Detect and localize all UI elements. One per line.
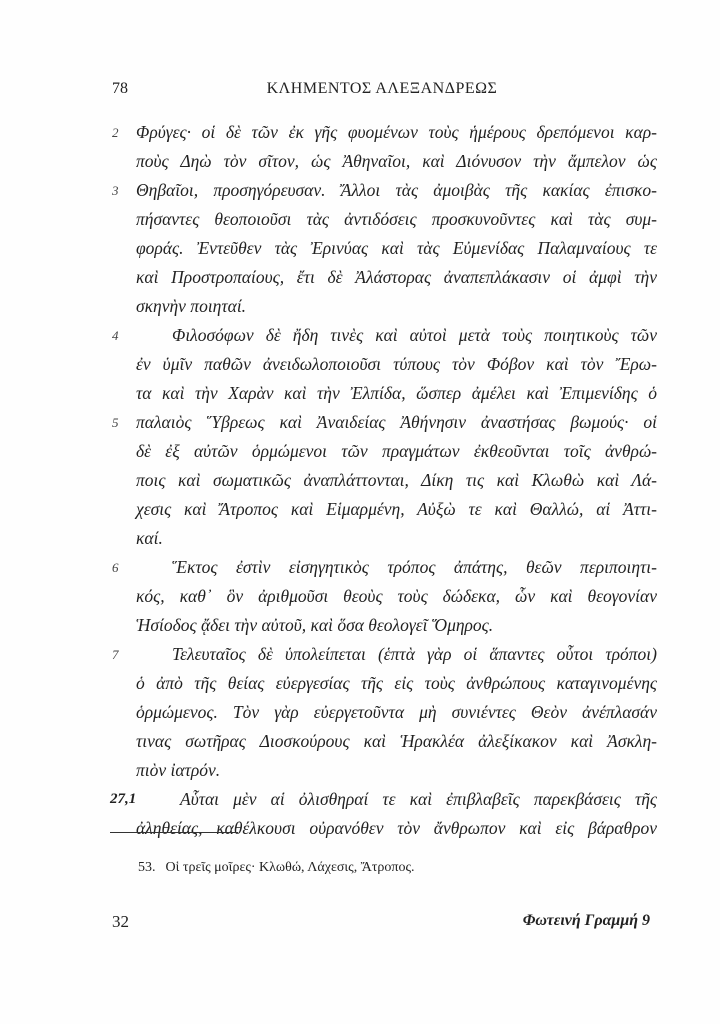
text-line: πιὸν ἰατρόν.	[136, 760, 221, 780]
text-line: ὁ ἀπὸ τῆς θείας εὐεργεσίας τῆς εἰς τοὺς ἀνθρώπους καταγινομένης	[136, 673, 657, 693]
text-line: 27,1 Αὗται μὲν αἱ ὀλισθηραί τε καὶ ἐπιβλαβεῖς παρεκβάσεις τῆς	[112, 785, 657, 814]
page-number: 78	[112, 80, 128, 97]
text-line: 6 Ἕκτος ἐστὶν εἰσηγητικὸς τρόπος ἀπάτης, θεῶν περιποιητι-	[112, 553, 657, 582]
journal-title: Φωτεινή Γραμμή 9	[522, 912, 650, 929]
body-text	[112, 118, 657, 843]
text-line: φοράς. Ἐντεῦθεν τὰς Ἐρινύας καὶ τὰς Εὐμενίδας Παλαμναίους τε	[136, 238, 657, 258]
running-title: ΚΛΗΜΕΝΤΟΣ ΑΛΕΞΑΝΔΡΕΩΣ	[266, 80, 498, 97]
footnote	[138, 860, 415, 876]
text-line: καὶ Προστροπαίους, ἔτι δὲ Ἀλάστορας ἀναπεπλάκασιν οἱ ἀμφὶ τὴν	[136, 267, 657, 287]
chapter-number: 27,1	[110, 791, 137, 807]
text-line: δὲ ἐξ αὐτῶν ὁρμώμενοι τῶν πραγμάτων ἐκθεοῦνται τοῖς ἀνθρώ-	[136, 441, 657, 461]
footnote-text: Οἱ τρεῖς μοῖρες· Κλωθώ, Λάχεσις, Ἄτροπος.	[165, 860, 415, 875]
section-number: 6	[112, 560, 119, 575]
text-line: ἀληθείας, καθέλκουσι οὐρανόθεν τὸν ἄνθρωπον καὶ εἰς βάραθρον	[136, 818, 657, 838]
folio: 32	[112, 912, 129, 931]
section-number: 3	[112, 183, 119, 198]
text-line: 3 Θηβαῖοι, προσηγόρευσαν. Ἄλλοι τὰς ἀμοιβὰς τῆς κακίας ἐπισκο-	[112, 176, 657, 205]
text-line: ποις καὶ σωματικῶς ἀναπλάττονται, Δίκη τις καὶ Κλωθὼ καὶ Λά-	[136, 470, 657, 490]
text-line: τινας σωτῆρας Διοσκούρους καὶ Ἡρακλέα ἀλεξίκακον καὶ Ἀσκλη-	[136, 731, 657, 751]
text-line: 5 παλαιὸς Ὕβρεως καὶ Ἀναιδείας Ἀθήνησιν ἀναστήσας βωμούς· οἱ	[112, 408, 657, 437]
section-number: 7	[112, 647, 119, 662]
text-line: ἐν ὑμῖν παθῶν ἀνειδωλοποιοῦσι τύπους τὸν Φόβον καὶ τὸν Ἔρω-	[136, 354, 657, 374]
text-line: 2 Φρύγες· οἱ δὲ τῶν ἐκ γῆς φυομένων τοὺς ἡμέρους δρεπόμενοι καρ-	[112, 118, 657, 147]
text-line: 4 Φιλοσόφων δὲ ἤδη τινὲς καὶ αὐτοὶ μετὰ τοὺς ποιητικοὺς τῶν	[112, 321, 657, 350]
page-footer	[112, 912, 650, 936]
footnote-number: 53.	[138, 860, 156, 875]
text-line: χεσις καὶ Ἄτροπος καὶ Εἱμαρμένη, Αὐξὼ τε καὶ Θαλλώ, αἱ Ἀττι-	[136, 499, 657, 519]
text-line: πήσαντες θεοποιοῦσι τὰς ἀντιδόσεις προσκυνοῦντες καὶ τὰς συμ-	[136, 209, 657, 229]
text-line: ὁρμώμενος. Τὸν γὰρ εὐεργετοῦντα μὴ συνιέντες Θεὸν ἀνέπλασάν	[136, 702, 657, 722]
text-line: 7 Τελευταῖος δὲ ὑπολείπεται (ἑπτὰ γὰρ οἱ ἅπαντες οὗτοι τρόποι)	[112, 640, 657, 669]
text-line: καί.	[136, 528, 163, 548]
text-line: ποὺς Δηὼ τὸν σῖτον, ὡς Ἀθηναῖοι, καὶ Διόνυσον τὴν ἄμπελον ὡς	[136, 151, 657, 171]
text-line: σκηνὴν ποιηταί.	[136, 296, 247, 316]
section-number: 4	[112, 328, 119, 343]
section-number: 5	[112, 415, 119, 430]
footnote-rule	[110, 832, 238, 833]
text-line: τα καὶ τὴν Χαρὰν καὶ τὴν Ἐλπίδα, ὥσπερ ἀμέλει καὶ Ἐπιμενίδης ὁ	[136, 383, 657, 403]
text-line: Ἡσίοδος ᾄδει τὴν αὐτοῦ, καὶ ὅσα θεολογεῖ Ὅμηρος.	[136, 615, 494, 635]
text-line: κός, καθ᾽ ὃν ἀριθμοῦσι θεοὺς τοὺς δώδεκα, ὧν καὶ θεογονίαν	[136, 586, 657, 606]
running-head	[112, 80, 652, 102]
section-number: 2	[112, 125, 119, 140]
